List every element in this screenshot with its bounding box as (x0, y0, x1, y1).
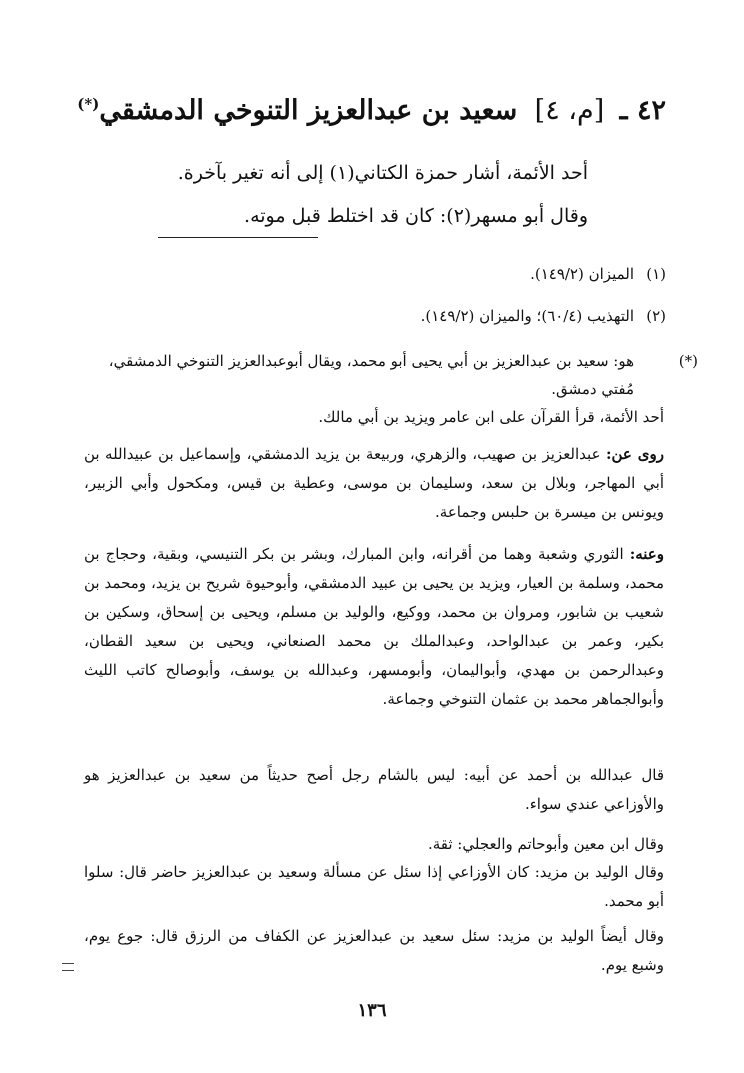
anhu-label: وعنه: (629, 545, 664, 563)
ibn-maeen-paragraph: وقال ابن معين وأبوحاتم والعجلي: ثقة. (427, 835, 664, 853)
footnote-1-text: الميزان (١٤٩/٢). (530, 265, 634, 283)
rawa-label: روى عن: (605, 445, 664, 463)
rawa-paragraph (84, 440, 664, 527)
margin-continuation-mark (62, 963, 74, 971)
anhu-text: الثوري وشعبة وهما من أقرانه، وابن المبارك، وبشر بن بكر التنيسي، وبقية، وحجاج بن محمد، وسلمة بن العيار، ويزيد بن يحيى بن عبيد الدمشقي، وأبوحيوة شريح بن يزيد، ومحمد بن شعيب بن شابور، ومروان بن محمد، ووكيع، والوليد بن مسلم، ويحيى بن إسحاق، وسكين بن بكير، وعمر بن عبدالواحد، وعبدالملك بن محمد الصنعاني، ويحيى بن سعيد القطان، وعبدالرحمن بن مهدي، وأبواليمان، وأبومسهر، وعبدالله بن يوسف، وأبوصالح كاتب الليث وأبوالجماهر محمد بن عثمان التنوخي وجماعة. (84, 545, 664, 708)
footnote-2-text: التهذيب (٦٠/٤)؛ والميزان (١٤٩/٢). (420, 307, 634, 325)
footnote-star (76, 347, 698, 403)
walid-second-paragraph: وقال أيضاً الوليد بن مزيد: سئل سعيد بن عبدالعزيز عن الكفاف من الرزق قال: جوع يوم، وشبع يوم. (84, 927, 664, 974)
abdullah-paragraph: قال عبدالله بن أحمد عن أبيه: ليس بالشام رجل أصح حديثاً من سعيد بن عبدالعزيز هو والأوزاعي عندي سواء. (84, 766, 664, 813)
entry-heading (77, 86, 666, 129)
footnote-2-mark: (٢) (646, 307, 666, 325)
footnote-1 (76, 263, 666, 285)
entry-line-2: وقال أبو مسهر(٢): كان قد اختلط قبل موته. (244, 205, 588, 227)
rawa-text: عبدالعزيز بن صهيب، والزهري، وربيعة بن يزيد الدمشقي، وإسماعيل بن عبيدالله بن أبي المهاجر، وبلال بن سعد، وسليمان بن موسى، وعطية بن قيس، ومكحول وأبي الزبير، ويونس بن ميسرة بن حلبس وجماعة. (84, 445, 664, 521)
entry-name: سعيد بن عبدالعزيز التنوخي الدمشقي (99, 95, 518, 126)
footnote-2 (76, 305, 666, 327)
walid-paragraph: وقال الوليد بن مزيد: كان الأوزاعي إذا سئل عن مسألة وسعيد بن عبدالعزيز حاضر قال: سلوا أبو محمد. (84, 863, 664, 910)
entry-reference: [م، ٤] (534, 95, 605, 126)
anhu-paragraph (84, 540, 664, 714)
footnote-divider (158, 237, 318, 238)
bio-paragraph-1: أحد الأئمة، قرأ القرآن على ابن عامر ويزيد بن أبي مالك. (318, 408, 664, 426)
page-number: ١٣٦ (357, 1000, 387, 1021)
footnote-1-mark: (١) (646, 265, 666, 283)
entry-star-mark: (*) (77, 95, 100, 113)
footnote-star-mark: (*) (678, 352, 698, 370)
entry-number: ٤٢ ـ (619, 95, 666, 126)
footnote-star-text: هو: سعيد بن عبدالعزيز بن أبي يحيى أبو محمد، ويقال أبوعبدالعزيز التنوخي الدمشقي، مُفتي دمشق. (108, 352, 634, 398)
entry-line-1: أحد الأئمة، أشار حمزة الكتاني(١) إلى أنه تغير بآخرة. (177, 162, 588, 184)
